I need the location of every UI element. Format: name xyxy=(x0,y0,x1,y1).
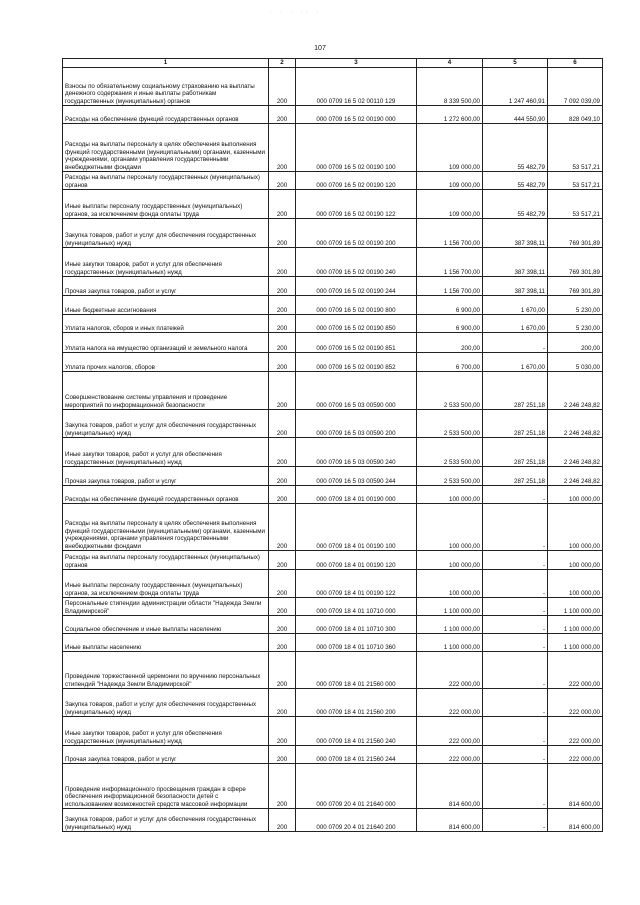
row-description: Персональные стипендии администрации области "Надежда Земли Владимирской" xyxy=(63,598,269,616)
table-row xyxy=(63,717,603,746)
row-description: Расходы на выплаты персоналу в целях обеспечения выполнения функций государственными (муниципальными) органами, казенными учреждениями, органами управления государственными внебюджетными фондами xyxy=(63,504,269,551)
table-row xyxy=(63,333,603,353)
row-approved-amount: 222 000,00 xyxy=(417,746,483,764)
row-approved-amount: 8 339 500,00 xyxy=(417,68,483,106)
row-executed-amount: - xyxy=(483,551,548,570)
row-description: Прочая закупка товаров, работ и услуг xyxy=(63,277,269,296)
row-code: 200 xyxy=(269,296,296,315)
row-executed-amount: - xyxy=(483,504,548,551)
row-budget-code: 000 0709 18 4 01 21560 244 xyxy=(296,746,417,764)
row-description: Иные выплаты населению xyxy=(63,634,269,652)
row-executed-amount: 287 251,18 xyxy=(483,467,548,486)
row-executed-amount: 287 251,18 xyxy=(483,372,548,410)
row-unexecuted-amount: 100 000,00 xyxy=(548,551,603,570)
row-budget-code: 000 0709 18 4 01 10710 360 xyxy=(296,634,417,652)
row-description: Иные выплаты персоналу государственных (муниципальных) органов, за исключением фонда оплаты труда xyxy=(63,570,269,598)
row-budget-code: 000 0709 18 4 01 10710 000 xyxy=(296,598,417,616)
row-budget-code: 000 0709 16 5 02 00190 852 xyxy=(296,353,417,372)
row-unexecuted-amount: 5 030,00 xyxy=(548,353,603,372)
row-description: Иные закупки товаров, работ и услуг для обеспечения государственных (муниципальных) нужд xyxy=(63,438,269,467)
row-executed-amount: - xyxy=(483,689,548,717)
row-executed-amount: - xyxy=(483,809,548,832)
row-unexecuted-amount: 814 600,00 xyxy=(548,809,603,832)
row-budget-code: 000 0709 18 4 01 00190 000 xyxy=(296,486,417,504)
table-row xyxy=(63,616,603,634)
row-approved-amount: 100 000,00 xyxy=(417,570,483,598)
row-unexecuted-amount: 2 246 248,82 xyxy=(548,438,603,467)
row-approved-amount: 2 533 500,00 xyxy=(417,438,483,467)
row-approved-amount: 1 156 700,00 xyxy=(417,277,483,296)
row-unexecuted-amount: 100 000,00 xyxy=(548,504,603,551)
row-description: Прочая закупка товаров, работ и услуг xyxy=(63,467,269,486)
row-description: Совершенствование системы управления и проведение мероприятий по информационной безопасности xyxy=(63,372,269,410)
table-row xyxy=(63,190,603,219)
row-approved-amount: 1 100 000,00 xyxy=(417,634,483,652)
table-row xyxy=(63,106,603,124)
row-description: Иные закупки товаров, работ и услуг для обеспечения государственных (муниципальных) нужд xyxy=(63,248,269,277)
table-row xyxy=(63,598,603,616)
row-budget-code: 000 0709 20 4 01 21640 000 xyxy=(296,764,417,809)
row-budget-code: 000 0709 20 4 01 21640 200 xyxy=(296,809,417,832)
table-row xyxy=(63,410,603,438)
row-budget-code: 000 0709 16 5 03 00590 000 xyxy=(296,372,417,410)
table-row xyxy=(63,219,603,248)
row-approved-amount: 1 100 000,00 xyxy=(417,616,483,634)
row-code: 200 xyxy=(269,717,296,746)
row-approved-amount: 109 000,00 xyxy=(417,172,483,190)
row-budget-code: 000 0709 16 5 03 00590 240 xyxy=(296,438,417,467)
row-executed-amount: 387 398,11 xyxy=(483,219,548,248)
row-code: 200 xyxy=(269,570,296,598)
table-row xyxy=(63,504,603,551)
row-unexecuted-amount: 222 000,00 xyxy=(548,717,603,746)
row-unexecuted-amount: 828 049,10 xyxy=(548,106,603,124)
table-row xyxy=(63,315,603,333)
row-unexecuted-amount: 769 301,89 xyxy=(548,219,603,248)
row-description: Социальное обеспечение и иные выплаты населению xyxy=(63,616,269,634)
column-header: 1 xyxy=(63,59,269,68)
row-code: 200 xyxy=(269,219,296,248)
row-budget-code: 000 0709 18 4 01 21560 200 xyxy=(296,689,417,717)
row-executed-amount: 444 550,90 xyxy=(483,106,548,124)
table-row xyxy=(63,570,603,598)
table-row xyxy=(63,467,603,486)
row-executed-amount: 55 482,79 xyxy=(483,190,548,219)
row-budget-code: 000 0709 18 4 01 10710 300 xyxy=(296,616,417,634)
row-budget-code: 000 0709 16 5 02 00190 851 xyxy=(296,333,417,353)
row-description: Прочая закупка товаров, работ и услуг xyxy=(63,746,269,764)
row-budget-code: 000 0709 16 5 03 00590 200 xyxy=(296,410,417,438)
row-budget-code: 000 0709 16 5 02 00190 120 xyxy=(296,172,417,190)
row-budget-code: 000 0709 16 5 02 00190 850 xyxy=(296,315,417,333)
row-executed-amount: - xyxy=(483,598,548,616)
row-budget-code: 000 0709 16 5 02 00190 122 xyxy=(296,190,417,219)
row-description: Закупка товаров, работ и услуг для обеспечения государственных (муниципальных) нужд xyxy=(63,410,269,438)
row-executed-amount: 1 670,00 xyxy=(483,315,548,333)
column-header: 5 xyxy=(483,59,548,68)
row-unexecuted-amount: 1 100 000,00 xyxy=(548,598,603,616)
row-code: 200 xyxy=(269,277,296,296)
row-description: Расходы на обеспечение функций государственных органов xyxy=(63,486,269,504)
row-code: 200 xyxy=(269,190,296,219)
row-approved-amount: 200,00 xyxy=(417,333,483,353)
table-row xyxy=(63,746,603,764)
row-approved-amount: 1 156 700,00 xyxy=(417,219,483,248)
row-unexecuted-amount: 222 000,00 xyxy=(548,652,603,689)
row-description: Закупка товаров, работ и услуг для обеспечения государственных (муниципальных) нужд xyxy=(63,809,269,832)
row-code: 200 xyxy=(269,333,296,353)
row-unexecuted-amount: 100 000,00 xyxy=(548,486,603,504)
column-header: 4 xyxy=(417,59,483,68)
row-unexecuted-amount: 2 246 248,82 xyxy=(548,410,603,438)
row-code: 200 xyxy=(269,438,296,467)
row-executed-amount: 1 670,00 xyxy=(483,296,548,315)
row-executed-amount: - xyxy=(483,746,548,764)
row-code: 200 xyxy=(269,467,296,486)
row-code: 200 xyxy=(269,410,296,438)
row-unexecuted-amount: 7 092 039,09 xyxy=(548,68,603,106)
row-unexecuted-amount: 222 000,00 xyxy=(548,689,603,717)
row-unexecuted-amount: 100 000,00 xyxy=(548,570,603,598)
row-code: 200 xyxy=(269,689,296,717)
row-budget-code: 000 0709 16 5 02 00190 200 xyxy=(296,219,417,248)
row-approved-amount: 222 000,00 xyxy=(417,717,483,746)
table-row xyxy=(63,809,603,832)
row-description: Взносы по обязательному социальному страхованию на выплаты денежного содержания и иные выплаты работникам государственных (муниципальных) органов xyxy=(63,68,269,106)
row-description: Закупка товаров, работ и услуг для обеспечения государственных (муниципальных) нужд xyxy=(63,689,269,717)
table-row xyxy=(63,353,603,372)
row-executed-amount: 287 251,18 xyxy=(483,410,548,438)
page-number: 107 xyxy=(314,45,326,52)
row-code: 200 xyxy=(269,315,296,333)
table-row xyxy=(63,652,603,689)
row-unexecuted-amount: 1 100 000,00 xyxy=(548,634,603,652)
row-code: 200 xyxy=(269,652,296,689)
row-code: 200 xyxy=(269,616,296,634)
row-code: 200 xyxy=(269,504,296,551)
row-approved-amount: 2 533 500,00 xyxy=(417,372,483,410)
row-description: Уплата прочих налогов, сборов xyxy=(63,353,269,372)
row-budget-code: 000 0709 16 5 02 00190 244 xyxy=(296,277,417,296)
table-row xyxy=(63,124,603,172)
row-unexecuted-amount: 222 000,00 xyxy=(548,746,603,764)
table-row xyxy=(63,764,603,809)
row-executed-amount: - xyxy=(483,616,548,634)
row-approved-amount: 2 533 500,00 xyxy=(417,467,483,486)
row-code: 200 xyxy=(269,172,296,190)
table-row xyxy=(63,372,603,410)
row-description: Проведение торжественной церемонии по вручению персональных стипендий "Надежда Земли Владимирской" xyxy=(63,652,269,689)
row-approved-amount: 6 900,00 xyxy=(417,315,483,333)
row-unexecuted-amount: 769 301,89 xyxy=(548,248,603,277)
row-description: Расходы на обеспечение функций государственных органов xyxy=(63,106,269,124)
row-budget-code: 000 0709 16 5 02 00190 000 xyxy=(296,106,417,124)
row-unexecuted-amount: 2 246 248,82 xyxy=(548,372,603,410)
row-approved-amount: 2 533 500,00 xyxy=(417,410,483,438)
row-budget-code: 000 0709 16 5 03 00590 244 xyxy=(296,467,417,486)
row-approved-amount: 1 272 600,00 xyxy=(417,106,483,124)
column-header: 3 xyxy=(296,59,417,68)
table-body xyxy=(63,68,603,832)
row-code: 200 xyxy=(269,598,296,616)
row-description: Уплата налога на имущество организаций и земельного налога xyxy=(63,333,269,353)
row-budget-code: 000 0709 16 5 02 00190 240 xyxy=(296,248,417,277)
row-executed-amount: 387 398,11 xyxy=(483,248,548,277)
row-unexecuted-amount: 5 230,00 xyxy=(548,315,603,333)
row-code: 200 xyxy=(269,634,296,652)
row-executed-amount: 387 398,11 xyxy=(483,277,548,296)
row-executed-amount: - xyxy=(483,570,548,598)
column-header: 6 xyxy=(548,59,603,68)
row-code: 200 xyxy=(269,809,296,832)
row-description: Иные закупки товаров, работ и услуг для обеспечения государственных (муниципальных) нужд xyxy=(63,717,269,746)
row-approved-amount: 6 700,00 xyxy=(417,353,483,372)
row-unexecuted-amount: 1 100 000,00 xyxy=(548,616,603,634)
table-row xyxy=(63,248,603,277)
row-budget-code: 000 0709 18 4 01 00190 100 xyxy=(296,504,417,551)
row-unexecuted-amount: 200,00 xyxy=(548,333,603,353)
row-description: Иные выплаты персоналу государственных (муниципальных) органов, за исключением фонда оплаты труда xyxy=(63,190,269,219)
row-executed-amount: 1 247 460,91 xyxy=(483,68,548,106)
row-code: 200 xyxy=(269,551,296,570)
row-executed-amount: 55 482,79 xyxy=(483,124,548,172)
row-description: Иные бюджетные ассигнования xyxy=(63,296,269,315)
table-row xyxy=(63,68,603,106)
row-unexecuted-amount: 2 246 248,82 xyxy=(548,467,603,486)
row-approved-amount: 222 000,00 xyxy=(417,689,483,717)
row-budget-code: 000 0709 16 5 02 00110 129 xyxy=(296,68,417,106)
row-description: Расходы на выплаты персоналу в целях обеспечения выполнения функций государственными (муниципальными) органами, казенными учреждениями, органами управления государственными внебюджетными фондами xyxy=(63,124,269,172)
row-code: 200 xyxy=(269,372,296,410)
table-row xyxy=(63,551,603,570)
row-executed-amount: - xyxy=(483,764,548,809)
column-header: 2 xyxy=(269,59,296,68)
row-unexecuted-amount: 53 517,21 xyxy=(548,190,603,219)
table-row xyxy=(63,634,603,652)
row-executed-amount: 287 251,18 xyxy=(483,438,548,467)
row-code: 200 xyxy=(269,106,296,124)
row-code: 200 xyxy=(269,248,296,277)
row-approved-amount: 100 000,00 xyxy=(417,486,483,504)
row-description: Закупка товаров, работ и услуг для обеспечения государственных (муниципальных) нужд xyxy=(63,219,269,248)
scan-artifact: ˙ ˙ ˙ ˙˙ ˙ xyxy=(270,12,322,19)
table-row xyxy=(63,689,603,717)
row-budget-code: 000 0709 18 4 01 00190 120 xyxy=(296,551,417,570)
table-row xyxy=(63,172,603,190)
row-executed-amount: - xyxy=(483,652,548,689)
row-unexecuted-amount: 53 517,21 xyxy=(548,172,603,190)
row-description: Уплата налогов, сборов и иных платежей xyxy=(63,315,269,333)
row-approved-amount: 109 000,00 xyxy=(417,190,483,219)
row-executed-amount: - xyxy=(483,717,548,746)
row-approved-amount: 1 156 700,00 xyxy=(417,248,483,277)
row-code: 200 xyxy=(269,68,296,106)
row-approved-amount: 814 600,00 xyxy=(417,809,483,832)
row-description: Расходы на выплаты персоналу государственных (муниципальных) органов xyxy=(63,551,269,570)
row-approved-amount: 814 600,00 xyxy=(417,764,483,809)
budget-execution-table xyxy=(62,58,603,832)
row-budget-code: 000 0709 18 4 01 21560 000 xyxy=(296,652,417,689)
row-approved-amount: 100 000,00 xyxy=(417,504,483,551)
table-row xyxy=(63,296,603,315)
row-code: 200 xyxy=(269,486,296,504)
row-code: 200 xyxy=(269,764,296,809)
row-unexecuted-amount: 814 600,00 xyxy=(548,764,603,809)
row-code: 200 xyxy=(269,746,296,764)
row-budget-code: 000 0709 18 4 01 21560 240 xyxy=(296,717,417,746)
row-description: Расходы на выплаты персоналу государственных (муниципальных) органов xyxy=(63,172,269,190)
row-budget-code: 000 0709 18 4 01 00190 122 xyxy=(296,570,417,598)
row-approved-amount: 109 000,00 xyxy=(417,124,483,172)
row-code: 200 xyxy=(269,353,296,372)
row-executed-amount: 55 482,79 xyxy=(483,172,548,190)
row-approved-amount: 1 100 000,00 xyxy=(417,598,483,616)
row-code: 200 xyxy=(269,124,296,172)
row-approved-amount: 222 000,00 xyxy=(417,652,483,689)
row-unexecuted-amount: 53 517,21 xyxy=(548,124,603,172)
row-executed-amount: - xyxy=(483,486,548,504)
row-unexecuted-amount: 769 301,89 xyxy=(548,277,603,296)
row-approved-amount: 6 900,00 xyxy=(417,296,483,315)
row-description: Проведение информационного просвещения граждан в сфере обеспечения информационной безопасности детей с использованием возможностей средств массовой информации xyxy=(63,764,269,809)
table-row xyxy=(63,438,603,467)
row-budget-code: 000 0709 16 5 02 00190 800 xyxy=(296,296,417,315)
table-row xyxy=(63,277,603,296)
row-executed-amount: - xyxy=(483,333,548,353)
row-approved-amount: 100 000,00 xyxy=(417,551,483,570)
row-unexecuted-amount: 5 230,00 xyxy=(548,296,603,315)
column-number-row xyxy=(63,59,603,68)
table-row xyxy=(63,486,603,504)
row-budget-code: 000 0709 16 5 02 00190 100 xyxy=(296,124,417,172)
row-executed-amount: 1 670,00 xyxy=(483,353,548,372)
row-executed-amount: - xyxy=(483,634,548,652)
